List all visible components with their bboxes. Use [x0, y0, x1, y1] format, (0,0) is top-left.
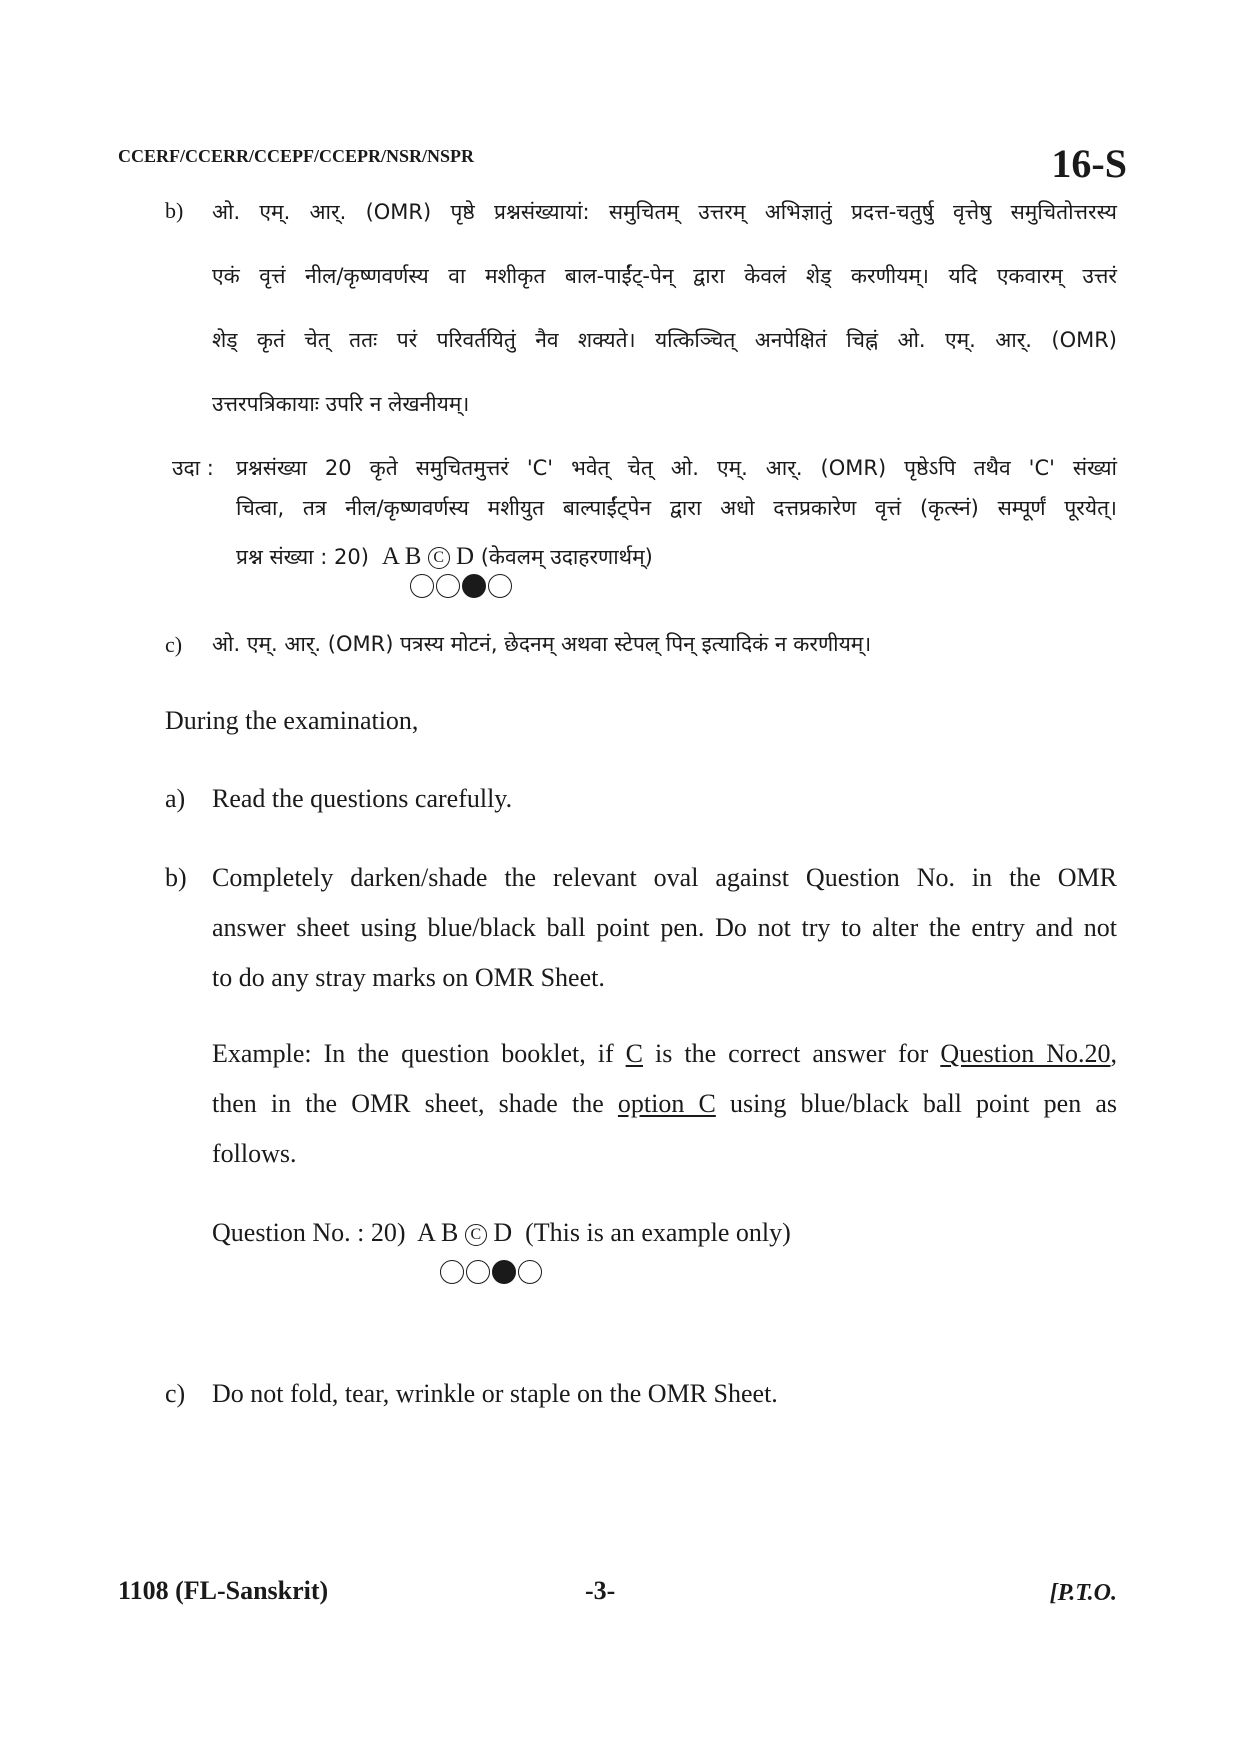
english-a-marker: a): [165, 784, 186, 813]
example-text-part: ,: [1110, 1039, 1117, 1068]
sanskrit-example-line-2: चित्वा, तत्र नील/कृष्णवर्णस्य मशीयुत बाल्पाईंट्पेन द्वारा अधो दत्तप्रकारेण वृत्तं (कृत्स्नं) सम्पूर्णं पूरयेत्।: [236, 496, 1117, 520]
sanskrit-example-note: (केवलम् उदाहरणार्थम्): [480, 545, 653, 569]
bubble-d: [518, 1260, 542, 1284]
sanskrit-question-prefix: प्रश्न संख्या : 20): [236, 545, 369, 569]
english-example-note: (This is an example only): [525, 1218, 791, 1247]
footer-subject: 1108 (FL-Sanskrit): [118, 1576, 329, 1605]
sanskrit-b-paragraph: [212, 180, 1117, 436]
sanskrit-example-label: उदा :: [172, 456, 214, 480]
sanskrit-b-line-3: शेड् कृतं चेत् ततः परं परिवर्तयितुं नैव शक्यते। यत्किञ्चित् अनपेक्षितं चिह्नं ओ. एम्. आर्. (OMR): [212, 328, 1117, 352]
english-option-a: A: [417, 1218, 435, 1247]
english-b-line-1: Completely darken/shade the relevant oval against Question No. in the OMR: [212, 863, 1117, 892]
sanskrit-c-marker: c): [165, 632, 183, 657]
english-example-line-3: follows.: [212, 1139, 297, 1168]
booklet-code: 16-S: [1051, 141, 1127, 186]
footer-page-number: -3-: [585, 1576, 616, 1605]
bubble-c-filled: [462, 574, 486, 598]
english-intro: During the examination,: [165, 706, 419, 735]
sanskrit-c-text: ओ. एम्. आर्. (OMR) पत्रस्य मोटनं, छेदनम् अथवा स्टेपल् पिन् इत्यादिकं न करणीयम्।: [212, 632, 872, 656]
sanskrit-option-d: D: [455, 543, 475, 570]
sanskrit-option-a: A: [381, 543, 399, 570]
english-a-text: Read the questions carefully.: [212, 784, 513, 813]
series-code: CCERF/CCERR/CCEPF/CCEPR/NSR/NSPR: [118, 146, 475, 166]
english-example-line-2: [212, 1079, 1117, 1129]
english-b-line-2: answer sheet using blue/black ball point pen. Do not try to alter the entry and not: [212, 913, 1117, 942]
sanskrit-b-marker: b): [165, 198, 184, 223]
sanskrit-option-c-circled: C: [428, 547, 450, 569]
sanskrit-example-text: [236, 448, 1117, 528]
underlined-question-no: Question No.20: [940, 1039, 1111, 1068]
bubble-a: [440, 1260, 464, 1284]
english-c-text: Do not fold, tear, wrinkle or staple on the OMR Sheet.: [212, 1379, 778, 1408]
sanskrit-b-line-1: ओ. एम्. आर्. (OMR) पृष्ठे प्रश्नसंख्यायां: समुचितम् उत्तरम् अभिज्ञातुं प्रदत्त-चतुर्षु वृत्तेषु समुचितोत्तरस्य: [212, 200, 1117, 224]
english-example-question: [212, 1208, 791, 1258]
footer-pto: [P.T.O.: [1049, 1580, 1117, 1606]
english-b-marker: b): [165, 863, 187, 892]
english-example-paragraph: [212, 1029, 1117, 1179]
bubble-b: [466, 1260, 490, 1284]
english-c-marker: c): [165, 1379, 186, 1408]
bubble-a: [410, 574, 434, 598]
sanskrit-example-line-1: प्रश्नसंख्या 20 कृते समुचितमुत्तरं 'C' भवेत् चेत् ओ. एम्. आर्. (OMR) पृष्ठेऽपि तथैव 'C' संख्यां: [236, 456, 1117, 480]
bubble-b: [436, 574, 460, 598]
sanskrit-option-b: B: [404, 543, 422, 570]
sanskrit-b-line-2: एकं वृत्तं नील/कृष्णवर्णस्य वा मशीकृत बाल-पाईंट्-पेन् द्वारा केवलं शेड् करणीयम्। यदि एकवारम् उत्तरं: [212, 264, 1117, 288]
underlined-answer-c: C: [625, 1039, 643, 1068]
example-text-part: is the correct answer for: [642, 1039, 941, 1068]
english-b-line-3: to do any stray marks on OMR Sheet.: [212, 963, 605, 992]
english-option-d: D: [493, 1218, 513, 1247]
bubble-c-filled: [492, 1260, 516, 1284]
english-b-paragraph: [212, 853, 1117, 1003]
sanskrit-omr-bubbles: [410, 574, 512, 598]
english-question-prefix: Question No. : 20): [212, 1218, 406, 1247]
underlined-option-c: option C: [617, 1089, 716, 1118]
bubble-d: [488, 574, 512, 598]
english-option-c-circled: C: [465, 1224, 487, 1246]
example-text-part: Example: In the question booklet, if: [212, 1039, 626, 1068]
english-omr-bubbles: [440, 1260, 542, 1284]
example-text-part: using blue/black ball point pen as: [715, 1089, 1117, 1118]
example-text-part: then in the OMR sheet, shade the: [212, 1089, 618, 1118]
sanskrit-b-line-4: उत्तरपत्रिकायाः उपरि न लेखनीयम्।: [212, 392, 470, 416]
english-example-line-1: [212, 1029, 1117, 1079]
english-option-b: B: [440, 1218, 459, 1247]
